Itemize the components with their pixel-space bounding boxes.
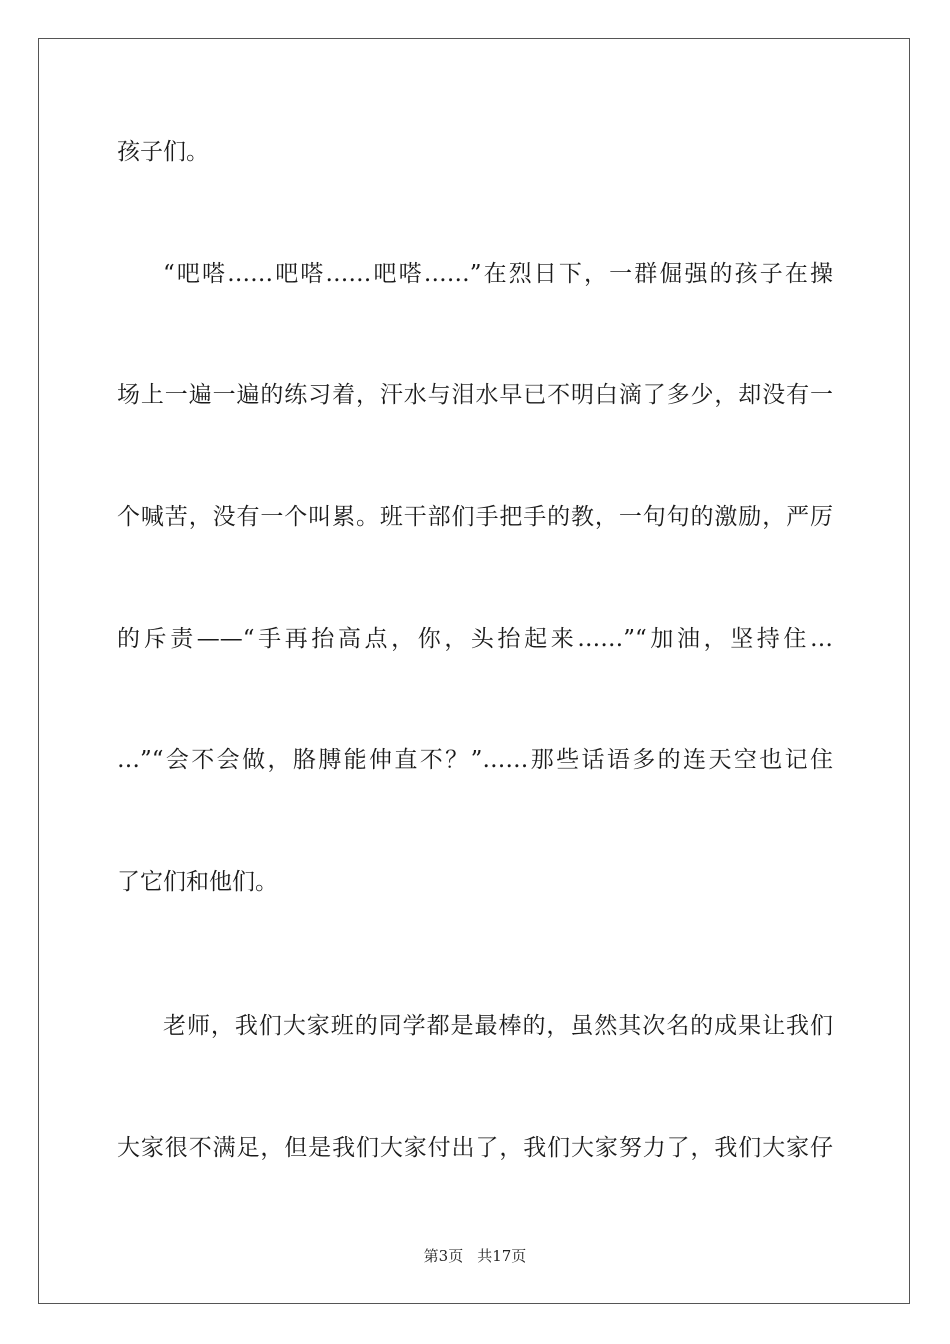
text-line: 孩子们。 bbox=[117, 139, 209, 165]
text-line: …”“会不会做，胳膊能伸直不？”……那些话语多的连天空也记住 bbox=[117, 747, 833, 773]
page-frame bbox=[38, 38, 910, 1304]
text-line: 场上一遍一遍的练习着，汗水与泪水早已不明白滴了多少，却没有一 bbox=[117, 382, 833, 408]
total-pages: 共17页 bbox=[477, 1247, 527, 1265]
text-line: 了它们和他们。 bbox=[117, 869, 278, 895]
text-line: 个喊苦，没有一个叫累。班干部们手把手的教，一句句的激励，严厉 bbox=[117, 504, 833, 530]
page-footer bbox=[0, 1246, 950, 1266]
text-line: 的斥责——“手再抬高点，你，头抬起来……”“加油，坚持住… bbox=[117, 626, 833, 652]
text-line: 大家很不满足，但是我们大家付出了，我们大家努力了，我们大家仔 bbox=[117, 1135, 833, 1161]
page-number: 第3页 bbox=[423, 1247, 464, 1265]
text-line: 老师，我们大家班的同学都是最棒的，虽然其次名的成果让我们 bbox=[163, 1013, 833, 1039]
text-line: “吧嗒……吧嗒……吧嗒……”在烈日下，一群倔强的孩子在操 bbox=[163, 261, 833, 287]
